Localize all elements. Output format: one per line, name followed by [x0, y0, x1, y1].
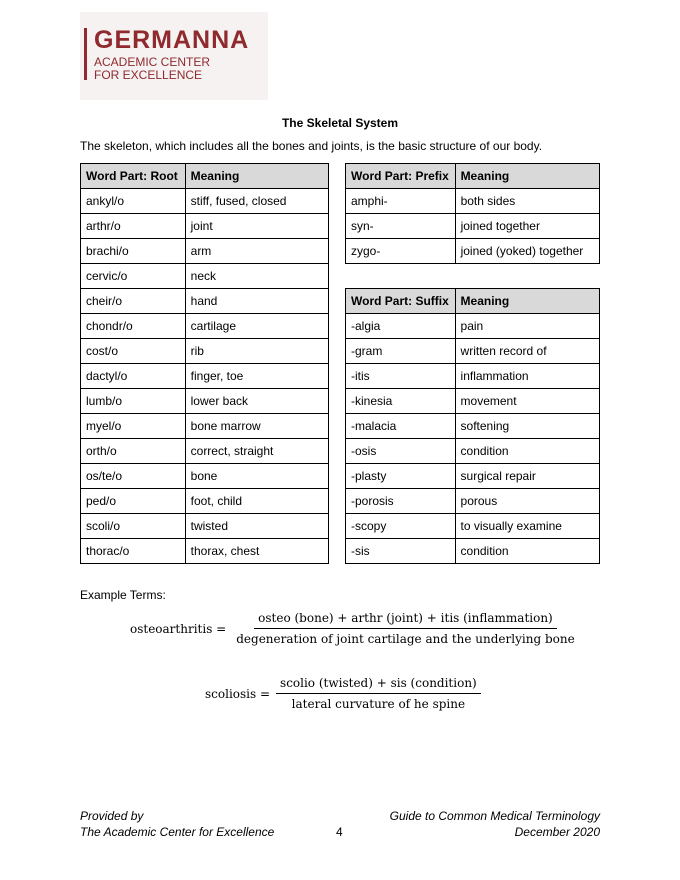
intro-text: The skeleton, which includes all the bones and joints, is the basic structure of our body.	[80, 139, 543, 153]
page-number: 4	[336, 825, 343, 839]
table-row	[346, 314, 600, 339]
word-part-cell: -kinesia	[346, 389, 456, 414]
table-row	[346, 339, 600, 364]
example-terms-label: Example Terms:	[80, 588, 166, 602]
logo-title: GERMANNA	[94, 26, 250, 54]
word-part-cell: -gram	[346, 339, 456, 364]
word-part-cell: arthr/o	[81, 214, 186, 239]
word-part-cell: ankyl/o	[81, 189, 186, 214]
meaning-cell: hand	[185, 289, 328, 314]
footer-left	[80, 808, 274, 840]
example-term: osteoarthritis =	[130, 621, 227, 636]
table-row	[81, 439, 329, 464]
table-row	[81, 314, 329, 339]
logo-line-2: FOR EXCELLENCE	[94, 68, 203, 82]
table-row	[346, 214, 600, 239]
word-part-cell: zygo-	[346, 239, 456, 264]
fraction-numerator: osteo (bone) + arthr (joint) + itis (inflammation)	[254, 611, 557, 629]
prefix-table	[345, 163, 600, 264]
meaning-cell: joined (yoked) together	[455, 239, 599, 264]
meaning-cell: arm	[185, 239, 328, 264]
fraction-denominator: lateral curvature of he spine	[291, 697, 466, 711]
meaning-cell: rib	[185, 339, 328, 364]
fraction-numerator: scolio (twisted) + sis (condition)	[276, 676, 481, 694]
table-row	[81, 214, 329, 239]
word-part-cell: scoli/o	[81, 514, 186, 539]
logo-bar	[84, 28, 87, 80]
meaning-cell: inflammation	[455, 364, 599, 389]
page-title: The Skeletal System	[281, 116, 399, 130]
word-part-cell: -sis	[346, 539, 456, 564]
table-row	[346, 364, 600, 389]
table-row	[346, 464, 600, 489]
footer-organization: The Academic Center for Excellence	[80, 825, 275, 839]
table-row	[81, 189, 329, 214]
table-row	[81, 339, 329, 364]
suffix-header: Word Part: Suffix	[346, 289, 456, 314]
meaning-cell: bone marrow	[185, 414, 328, 439]
word-part-cell: -scopy	[346, 514, 456, 539]
table-row	[346, 189, 600, 214]
meaning-cell: written record of	[455, 339, 599, 364]
germanna-logo	[80, 12, 268, 100]
table-row	[346, 239, 600, 264]
footer-date: December 2020	[514, 825, 600, 839]
example-osteoarthritis	[130, 611, 579, 646]
word-part-cell: ped/o	[81, 489, 186, 514]
footer-provided-by: Provided by	[80, 809, 144, 823]
meaning-cell: to visually examine	[455, 514, 599, 539]
word-part-cell: chondr/o	[81, 314, 186, 339]
root-table	[80, 163, 329, 564]
word-part-cell: amphi-	[346, 189, 456, 214]
word-part-cell: -porosis	[346, 489, 456, 514]
meaning-cell: softening	[455, 414, 599, 439]
suffix-table	[345, 288, 600, 564]
word-part-cell: thorac/o	[81, 539, 186, 564]
meaning-cell: twisted	[185, 514, 328, 539]
word-part-cell: dactyl/o	[81, 364, 186, 389]
word-part-cell: cheir/o	[81, 289, 186, 314]
footer-guide-title: Guide to Common Medical Terminology	[389, 809, 600, 823]
table-row	[81, 364, 329, 389]
meaning-cell: movement	[455, 389, 599, 414]
word-part-cell: syn-	[346, 214, 456, 239]
meaning-cell: both sides	[455, 189, 599, 214]
fraction	[276, 676, 481, 711]
word-part-cell: orth/o	[81, 439, 186, 464]
footer-right	[390, 808, 600, 840]
word-part-cell: os/te/o	[81, 464, 186, 489]
meaning-cell: foot, child	[185, 489, 328, 514]
table-row	[346, 489, 600, 514]
word-part-cell: cost/o	[81, 339, 186, 364]
meaning-cell: cartilage	[185, 314, 328, 339]
meaning-cell: correct, straight	[185, 439, 328, 464]
word-part-cell: -plasty	[346, 464, 456, 489]
root-header: Word Part: Root	[81, 164, 186, 189]
meaning-cell: bone	[185, 464, 328, 489]
table-row	[81, 264, 329, 289]
word-part-cell: -algia	[346, 314, 456, 339]
table-row	[346, 389, 600, 414]
meaning-cell: joint	[185, 214, 328, 239]
meaning-cell: condition	[455, 439, 599, 464]
word-part-cell: cervic/o	[81, 264, 186, 289]
meaning-header: Meaning	[455, 289, 599, 314]
table-row	[81, 489, 329, 514]
table-row	[81, 239, 329, 264]
word-part-cell: brachi/o	[81, 239, 186, 264]
meaning-cell: lower back	[185, 389, 328, 414]
meaning-header: Meaning	[455, 164, 599, 189]
prefix-header: Word Part: Prefix	[346, 164, 456, 189]
example-term: scoliosis =	[205, 686, 271, 701]
table-row	[81, 389, 329, 414]
word-part-cell: myel/o	[81, 414, 186, 439]
meaning-cell: finger, toe	[185, 364, 328, 389]
table-row	[346, 439, 600, 464]
meaning-cell: pain	[455, 314, 599, 339]
table-row	[81, 414, 329, 439]
table-row	[346, 539, 600, 564]
logo-line-1: ACADEMIC CENTER	[94, 55, 211, 69]
table-row	[81, 289, 329, 314]
table-row	[346, 514, 600, 539]
example-scoliosis	[205, 676, 481, 711]
meaning-cell: joined together	[455, 214, 599, 239]
meaning-header: Meaning	[185, 164, 328, 189]
word-part-cell: lumb/o	[81, 389, 186, 414]
meaning-cell: neck	[185, 264, 328, 289]
meaning-cell: porous	[455, 489, 599, 514]
table-row	[81, 464, 329, 489]
table-row	[81, 514, 329, 539]
meaning-cell: surgical repair	[455, 464, 599, 489]
word-part-cell: -osis	[346, 439, 456, 464]
table-row	[346, 414, 600, 439]
table-row	[81, 539, 329, 564]
fraction	[232, 611, 578, 646]
meaning-cell: thorax, chest	[185, 539, 328, 564]
word-part-cell: -itis	[346, 364, 456, 389]
meaning-cell: condition	[455, 539, 599, 564]
fraction-denominator: degeneration of joint cartilage and the underlying bone	[236, 632, 575, 646]
word-part-cell: -malacia	[346, 414, 456, 439]
meaning-cell: stiff, fused, closed	[185, 189, 328, 214]
